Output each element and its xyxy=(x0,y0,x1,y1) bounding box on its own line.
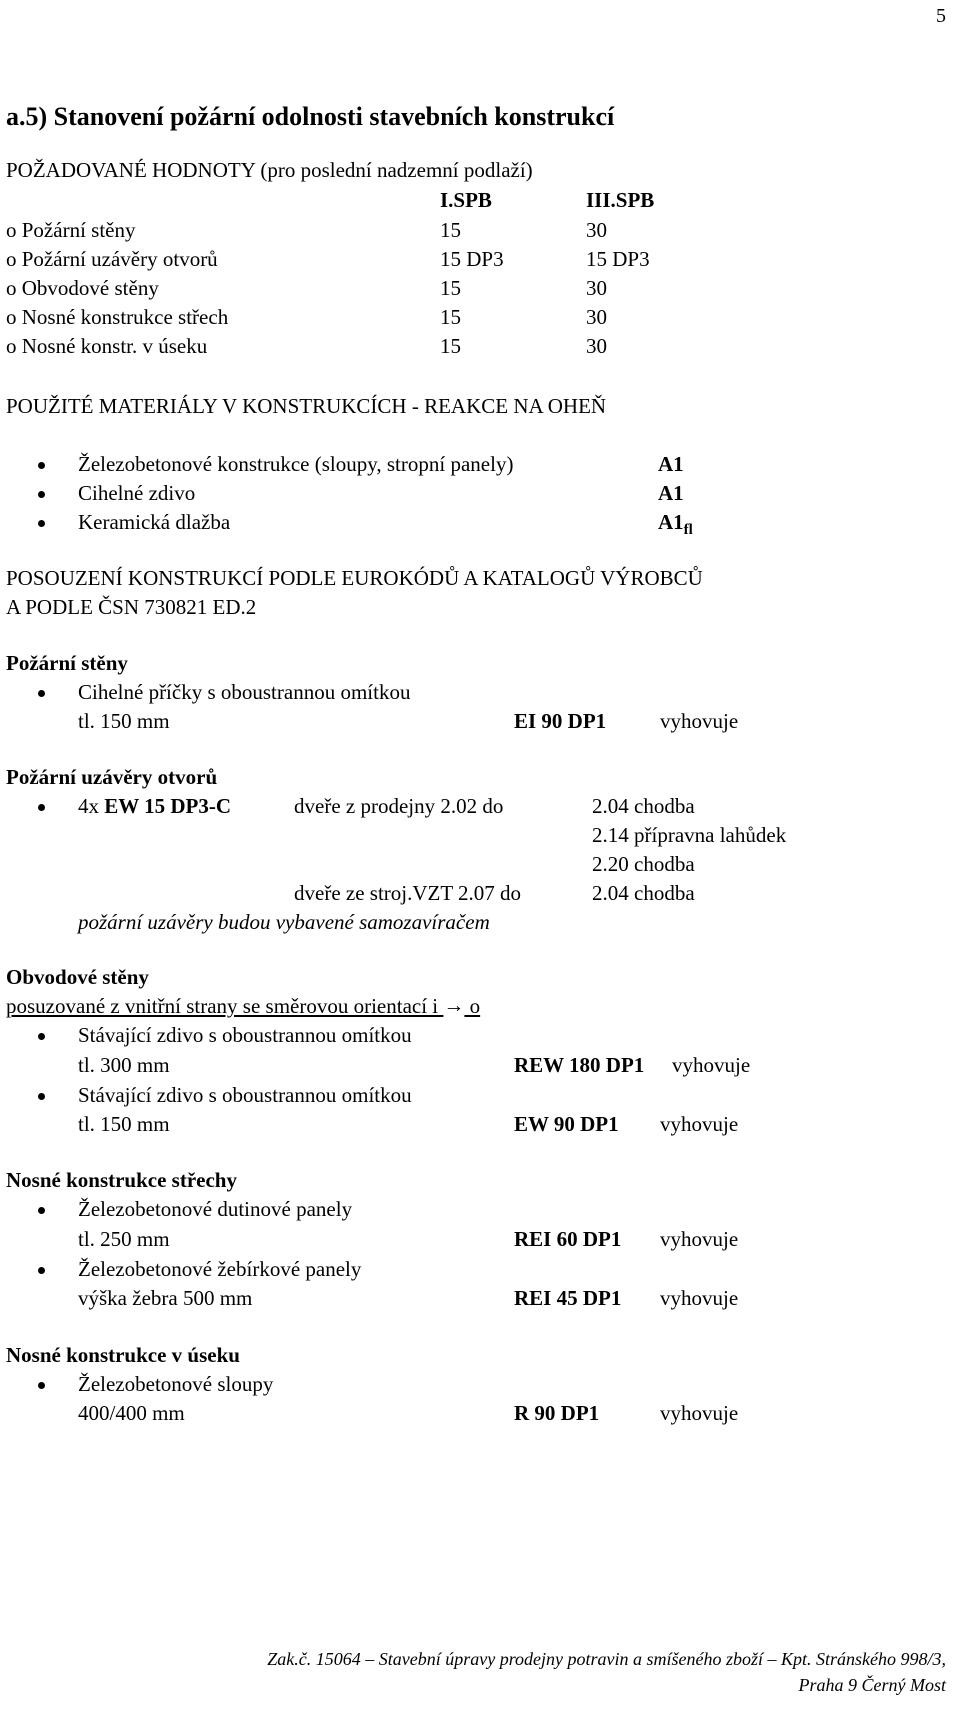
required-row-v1: 15 xyxy=(440,305,461,329)
fire-walls-rating: EI 90 DP1 xyxy=(514,709,607,733)
material-name: Železobetonové konstrukce (sloupy, stropní panely) xyxy=(78,452,514,476)
roof-item1: Železobetonové dutinové panely xyxy=(78,1197,353,1221)
required-title: POŽADOVANÉ HODNOTY (pro poslední nadzemní podlaží) xyxy=(6,158,533,182)
material-class: A1 xyxy=(658,481,684,505)
perimeter-title: Obvodové stěny xyxy=(6,965,149,989)
perimeter-result2: vyhovuje xyxy=(660,1112,739,1136)
material-name: Cihelné zdivo xyxy=(78,481,196,505)
materials-title: POUŽITÉ MATERIÁLY V KONSTRUKCÍCH - REAKCE NA OHEŇ xyxy=(6,394,607,418)
section-detail: 400/400 mm xyxy=(78,1401,185,1425)
closures-door1: dveře z prodejny 2.02 do xyxy=(294,794,504,818)
required-row-label: o Nosné konstr. v úseku xyxy=(6,334,208,358)
required-col1-header: I.SPB xyxy=(440,188,492,212)
bullet-icon xyxy=(38,1033,45,1040)
right-arrow-icon: → xyxy=(443,993,465,1017)
roof-rating2: REI 45 DP1 xyxy=(514,1286,622,1310)
perimeter-item1: Stávající zdivo s oboustrannou omítkou xyxy=(78,1023,412,1047)
material-class-main: A1 xyxy=(658,510,684,534)
closures-title: Požární uzávěry otvorů xyxy=(6,765,218,789)
required-row-v2: 30 xyxy=(586,305,607,329)
bullet-icon xyxy=(38,1093,45,1100)
material-class-sub: fl xyxy=(683,522,693,538)
required-row-v1: 15 xyxy=(440,218,461,242)
closures-dest: 2.14 přípravna lahůdek xyxy=(592,823,787,847)
material-class xyxy=(658,510,693,538)
bullet-icon xyxy=(38,1382,45,1389)
bullet-icon xyxy=(38,690,45,697)
bullet-icon xyxy=(38,1267,45,1274)
roof-result1: vyhovuje xyxy=(660,1227,739,1251)
perimeter-result1: vyhovuje xyxy=(672,1053,751,1077)
perimeter-subtitle xyxy=(6,993,481,1018)
section-rating: R 90 DP1 xyxy=(514,1401,600,1425)
required-row-v2: 30 xyxy=(586,218,607,242)
required-row-label: o Obvodové stěny xyxy=(6,276,159,300)
bullet-icon xyxy=(38,462,45,469)
perimeter-rating1: REW 180 DP1 xyxy=(514,1053,645,1077)
section-title: Nosné konstrukce v úseku xyxy=(6,1343,240,1367)
assessment-line2: A PODLE ČSN 730821 ED.2 xyxy=(6,595,257,619)
closures-door2: dveře ze stroj.VZT 2.07 do xyxy=(294,881,522,905)
perimeter-thickness2: tl. 150 mm xyxy=(78,1112,170,1136)
roof-detail2: výška žebra 500 mm xyxy=(78,1286,253,1310)
closures-dest: 2.04 chodba xyxy=(592,881,695,905)
page-number: 5 xyxy=(936,5,946,27)
perimeter-subtitle-text: posuzované z vnitřní strany se směrovou orientací i xyxy=(6,994,444,1018)
roof-rating1: REI 60 DP1 xyxy=(514,1227,622,1251)
required-col2-header: III.SPB xyxy=(586,188,655,212)
closures-type: EW 15 DP3-C xyxy=(104,794,232,818)
required-row-v1: 15 xyxy=(440,334,461,358)
fire-walls-thickness: tl. 150 mm xyxy=(78,709,170,733)
bullet-icon xyxy=(38,804,45,811)
closures-qty: 4x xyxy=(78,794,105,818)
section-item: Železobetonové sloupy xyxy=(78,1372,274,1396)
required-row-v2: 30 xyxy=(586,334,607,358)
roof-result2: vyhovuje xyxy=(660,1286,739,1310)
roof-title: Nosné konstrukce střechy xyxy=(6,1168,237,1192)
required-row-label: o Nosné konstrukce střech xyxy=(6,305,229,329)
closures-dest: 2.20 chodba xyxy=(592,852,695,876)
perimeter-item2: Stávající zdivo s oboustrannou omítkou xyxy=(78,1083,412,1107)
required-row-label: o Požární stěny xyxy=(6,218,136,242)
perimeter-thickness1: tl. 300 mm xyxy=(78,1053,170,1077)
bullet-icon xyxy=(38,520,45,527)
material-name: Keramická dlažba xyxy=(78,510,231,534)
section-heading: a.5) Stanovení požární odolnosti stavebních konstrukcí xyxy=(6,102,615,131)
closures-type-line xyxy=(78,796,231,817)
required-row-v2: 15 DP3 xyxy=(586,247,650,271)
bullet-icon xyxy=(38,1207,45,1214)
fire-walls-result: vyhovuje xyxy=(660,709,739,733)
assessment-line1: POSOUZENÍ KONSTRUKCÍ PODLE EUROKÓDŮ A KATALOGŮ VÝROBCŮ xyxy=(6,566,703,590)
required-row-v1: 15 DP3 xyxy=(440,247,504,271)
roof-item2: Železobetonové žebírkové panely xyxy=(78,1257,362,1281)
required-row-v2: 30 xyxy=(586,276,607,300)
perimeter-rating2: EW 90 DP1 xyxy=(514,1112,619,1136)
section-result: vyhovuje xyxy=(660,1401,739,1425)
fire-walls-title: Požární stěny xyxy=(6,651,128,675)
fire-walls-item: Cihelné příčky s oboustrannou omítkou xyxy=(78,680,411,704)
closures-note: požární uzávěry budou vybavené samozavíračem xyxy=(78,910,490,934)
material-class: A1 xyxy=(658,452,684,476)
closures-dest: 2.04 chodba xyxy=(592,794,695,818)
required-row-label: o Požární uzávěry otvorů xyxy=(6,247,218,271)
roof-detail1: tl. 250 mm xyxy=(78,1227,170,1251)
perimeter-subtitle-end: o xyxy=(464,994,481,1018)
footer-line1: Zak.č. 15064 – Stavební úpravy prodejny potravin a smíšeného zboží – Kpt. Stránského 998/3, xyxy=(267,1649,946,1669)
footer-line2: Praha 9 Černý Most xyxy=(798,1675,946,1695)
bullet-icon xyxy=(38,491,45,498)
required-row-v1: 15 xyxy=(440,276,461,300)
